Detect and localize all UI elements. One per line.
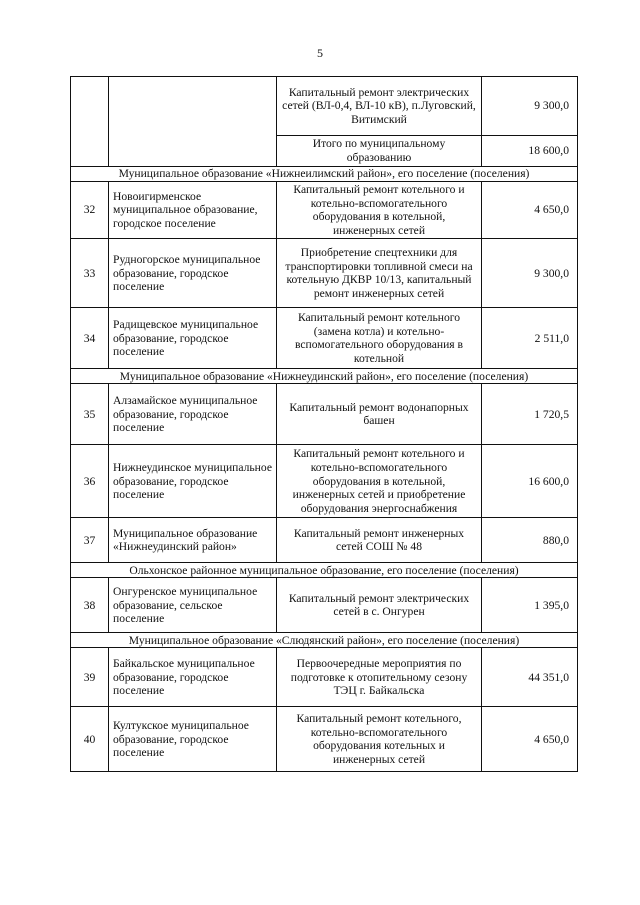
municipality-cell: Байкальское муниципальное образование, городское поселение xyxy=(109,648,277,707)
row-number-cell: 37 xyxy=(71,518,109,563)
description-cell: Капитальный ремонт котельного (замена котла) и котельно-вспомогательного оборудования в котельной xyxy=(277,308,482,369)
table-row xyxy=(71,648,578,707)
municipality-cell: Рудногорское муниципальное образование, городское поселение xyxy=(109,239,277,308)
section-title: Муниципальное образование «Слюдянский район», его поселение (поселения) xyxy=(71,633,578,648)
total-label-cell: Итого по муниципальному образованию xyxy=(277,136,482,167)
section-header-row xyxy=(71,563,578,578)
section-header-row xyxy=(71,167,578,182)
row-number-cell: 38 xyxy=(71,578,109,633)
municipality-cell: Муниципальное образование «Нижнеудинский район» xyxy=(109,518,277,563)
total-amount-cell: 18 600,0 xyxy=(482,136,578,167)
description-cell: Приобретение спецтехники для транспортировки топливной смеси на котельную ДКВР 10/13, капитальный ремонт инженерных сетей xyxy=(277,239,482,308)
amount-cell: 2 511,0 xyxy=(482,308,578,369)
amount-cell: 1 720,5 xyxy=(482,384,578,445)
table-row xyxy=(71,239,578,308)
section-header-row xyxy=(71,633,578,648)
table-row xyxy=(71,707,578,772)
row-number-cell: 35 xyxy=(71,384,109,445)
table-row xyxy=(71,182,578,239)
description-cell: Капитальный ремонт электрических сетей (ВЛ-0,4, ВЛ-10 кВ), п.Луговский, Витимский xyxy=(277,77,482,136)
amount-cell: 44 351,0 xyxy=(482,648,578,707)
allocation-table xyxy=(70,76,578,772)
municipality-cell: Новоигирменское муниципальное образование, городское поселение xyxy=(109,182,277,239)
amount-cell: 4 650,0 xyxy=(482,707,578,772)
description-cell: Первоочередные мероприятия по подготовке к отопительному сезону ТЭЦ г. Байкальска xyxy=(277,648,482,707)
table-row xyxy=(71,578,578,633)
municipality-cell: Онгуренское муниципальное образование, сельское поселение xyxy=(109,578,277,633)
amount-cell: 880,0 xyxy=(482,518,578,563)
row-number-cell: 33 xyxy=(71,239,109,308)
description-cell: Капитальный ремонт водонапорных башен xyxy=(277,384,482,445)
amount-cell: 16 600,0 xyxy=(482,445,578,518)
row-number-cell: 36 xyxy=(71,445,109,518)
table-row xyxy=(71,445,578,518)
section-title: Муниципальное образование «Нижнеилимский район», его поселение (поселения) xyxy=(71,167,578,182)
municipality-cell: Радищевское муниципальное образование, городское поселение xyxy=(109,308,277,369)
row-number-cell xyxy=(71,77,109,167)
municipality-cell xyxy=(109,77,277,167)
table-row xyxy=(71,384,578,445)
description-cell: Капитальный ремонт котельного, котельно-вспомогательного оборудования котельных и инженерных сетей xyxy=(277,707,482,772)
section-title: Ольхонское районное муниципальное образование, его поселение (поселения) xyxy=(71,563,578,578)
description-cell: Капитальный ремонт котельного и котельно-вспомогательного оборудования в котельной, инженерных сетей xyxy=(277,182,482,239)
amount-cell: 9 300,0 xyxy=(482,77,578,136)
description-cell: Капитальный ремонт электрических сетей в с. Онгурен xyxy=(277,578,482,633)
description-cell: Капитальный ремонт инженерных сетей СОШ № 48 xyxy=(277,518,482,563)
row-number-cell: 34 xyxy=(71,308,109,369)
table-row xyxy=(71,77,578,136)
section-header-row xyxy=(71,369,578,384)
row-number-cell: 40 xyxy=(71,707,109,772)
table-row xyxy=(71,518,578,563)
amount-cell: 9 300,0 xyxy=(482,239,578,308)
table-row xyxy=(71,308,578,369)
municipality-cell: Нижнеудинское муниципальное образование, городское поселение xyxy=(109,445,277,518)
municipality-cell: Култукское муниципальное образование, городское поселение xyxy=(109,707,277,772)
amount-cell: 4 650,0 xyxy=(482,182,578,239)
description-cell: Капитальный ремонт котельного и котельно-вспомогательного оборудования в котельной, инженерных сетей и приобретение оборудования энергоснабжения xyxy=(277,445,482,518)
section-title: Муниципальное образование «Нижнеудинский район», его поселение (поселения) xyxy=(71,369,578,384)
municipality-cell: Алзамайское муниципальное образование, городское поселение xyxy=(109,384,277,445)
row-number-cell: 32 xyxy=(71,182,109,239)
amount-cell: 1 395,0 xyxy=(482,578,578,633)
row-number-cell: 39 xyxy=(71,648,109,707)
page-number: 5 xyxy=(317,46,323,60)
